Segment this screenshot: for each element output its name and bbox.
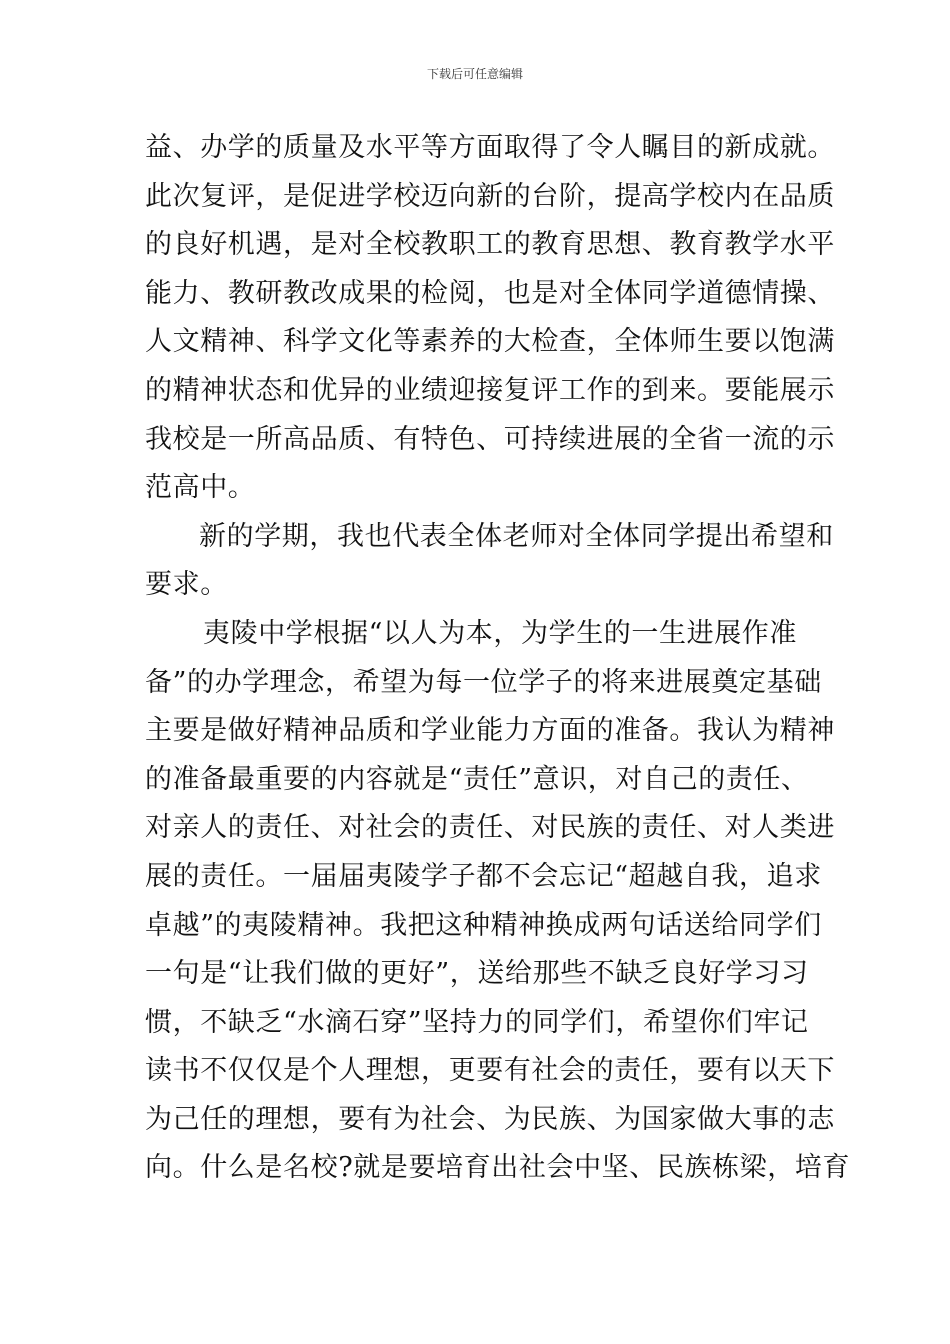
text-line: 惯，不缺乏“水滴石穿”坚持力的同学们，希望你们牢记 xyxy=(145,1006,809,1038)
text-line: 人文精神、科学文化等素养的大检查，全体师生要以饱满 xyxy=(145,326,835,358)
text-line: 范高中。 xyxy=(145,472,256,504)
text-line: 我校是一所高品质、有特色、可持续进展的全省一流的示 xyxy=(145,423,835,455)
text-line: 此次复评，是促进学校迈向新的台阶，提高学校内在品质 xyxy=(145,180,835,212)
text-line: 的精神状态和优异的业绩迎接复评工作的到来。要能展示 xyxy=(145,374,835,406)
text-line: 展的责任。一届届夷陵学子都不会忘记“超越自我，追求 xyxy=(145,860,822,892)
text-line: 向。什么是名校?就是要培育出社会中坚、民族栋梁，培育 xyxy=(145,1152,851,1184)
text-line: 卓越”的夷陵精神。我把这种精神换成两句话送给同学们 xyxy=(145,909,822,941)
text-line: 的准备最重要的内容就是“责任”意识，对自己的责任、 xyxy=(145,763,809,795)
text-line: 一句是“让我们做的更好”，送给那些不缺乏良好学习习 xyxy=(145,958,809,990)
text-line: 对亲人的责任、对社会的责任、对民族的责任、对人类进 xyxy=(145,812,835,844)
text-line: 读书不仅仅是个人理想，更要有社会的责任，要有以天下 xyxy=(145,1055,835,1087)
page-header: 下载后可任意编辑 xyxy=(426,67,523,81)
text-line: 备”的办学理念，希望为每一位学子的将来进展奠定基础 xyxy=(145,666,822,698)
text-line: 益、办学的质量及水平等方面取得了令人瞩目的新成就。 xyxy=(145,132,835,163)
text-line: 为己任的理想，要有为社会、为民族、为国家做大事的志 xyxy=(145,1103,835,1135)
text-line: 的良好机遇，是对全校教职工的教育思想、教育教学水平 xyxy=(145,229,835,261)
paragraph-first-line: 新的学期，我也代表全体老师对全体同学提出希望和 xyxy=(199,520,834,552)
text-line: 要求。 xyxy=(145,569,228,601)
paragraph-first-line: 夷陵中学根据“以人为本，为学生的一生进展作准 xyxy=(203,617,798,649)
body-text xyxy=(145,124,851,1193)
text-line: 能力、教研教改成果的检阅，也是对全体同学道德情操、 xyxy=(145,277,835,309)
text-line: 主要是做好精神品质和学业能力方面的准备。我认为精神 xyxy=(145,715,835,747)
